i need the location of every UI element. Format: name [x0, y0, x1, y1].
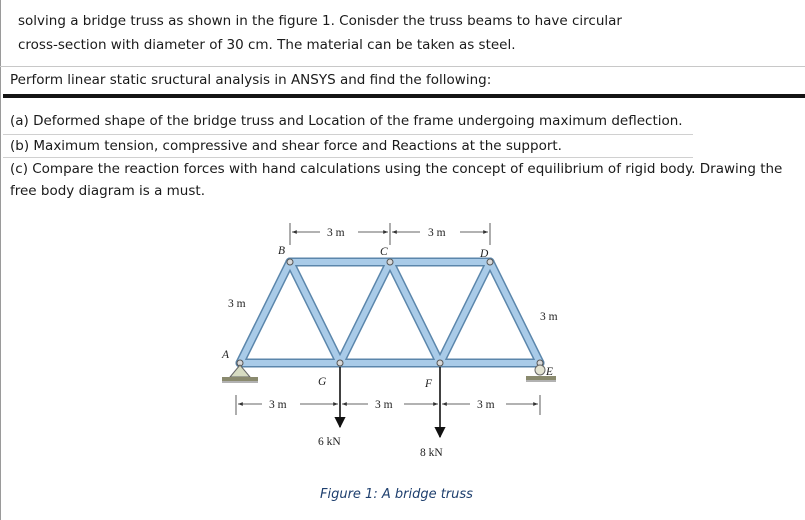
node-label-g: G — [318, 376, 327, 388]
row-divider-a — [3, 134, 693, 135]
pin-c — [387, 259, 393, 265]
dim-bottom-ag: 3 m — [269, 399, 287, 411]
pin-f — [437, 360, 443, 366]
node-label-f: F — [425, 378, 433, 390]
pin-b — [287, 259, 293, 265]
dimension-top — [290, 223, 490, 245]
pin-g — [337, 360, 343, 366]
bridge-truss-figure — [0, 205, 805, 505]
dim-left-height: 3 m — [228, 298, 246, 310]
node-label-d: D — [480, 248, 489, 260]
support-a-pinned — [222, 365, 258, 382]
dim-right-height: 3 m — [540, 311, 558, 323]
truss-members — [240, 262, 540, 363]
dim-top-bc: 3 m — [327, 227, 345, 239]
dim-bottom-gf: 3 m — [375, 399, 393, 411]
intro-line-1: solving a bridge truss as shown in the figure 1. Conisder the truss beams to have circular — [18, 13, 622, 29]
truss-drawing — [0, 205, 805, 505]
question-c: (c) Compare the reaction forces with hand calculations using the concept of equilibrium of rigid body. Drawing the free body diagram is a must. — [10, 161, 783, 199]
node-label-e: E — [546, 366, 554, 378]
question-b: (b) Maximum tension, compressive and shear force and Reactions at the support. — [10, 138, 562, 154]
node-label-b: B — [278, 245, 286, 257]
load-label-g: 6 kN — [318, 436, 341, 448]
node-label-c: C — [380, 246, 388, 258]
dim-bottom-fe: 3 m — [477, 399, 495, 411]
dim-top-cd: 3 m — [428, 227, 446, 239]
figure-caption: Figure 1: A bridge truss — [320, 487, 473, 502]
intro-line-2: cross-section with diameter of 30 cm. The material can be taken as steel. — [18, 37, 516, 53]
instruction-text: Perform linear static sructural analysis in ANSYS and find the following: — [10, 72, 492, 88]
member-fill — [240, 262, 540, 363]
separator-thin — [0, 66, 805, 67]
question-a: (a) Deformed shape of the bridge truss and Location of the frame undergoing maximum deflection. — [10, 113, 683, 129]
node-label-a: A — [222, 349, 230, 361]
load-label-f: 8 kN — [420, 447, 443, 459]
separator-thick — [3, 94, 805, 98]
intro-paragraph — [18, 9, 622, 57]
